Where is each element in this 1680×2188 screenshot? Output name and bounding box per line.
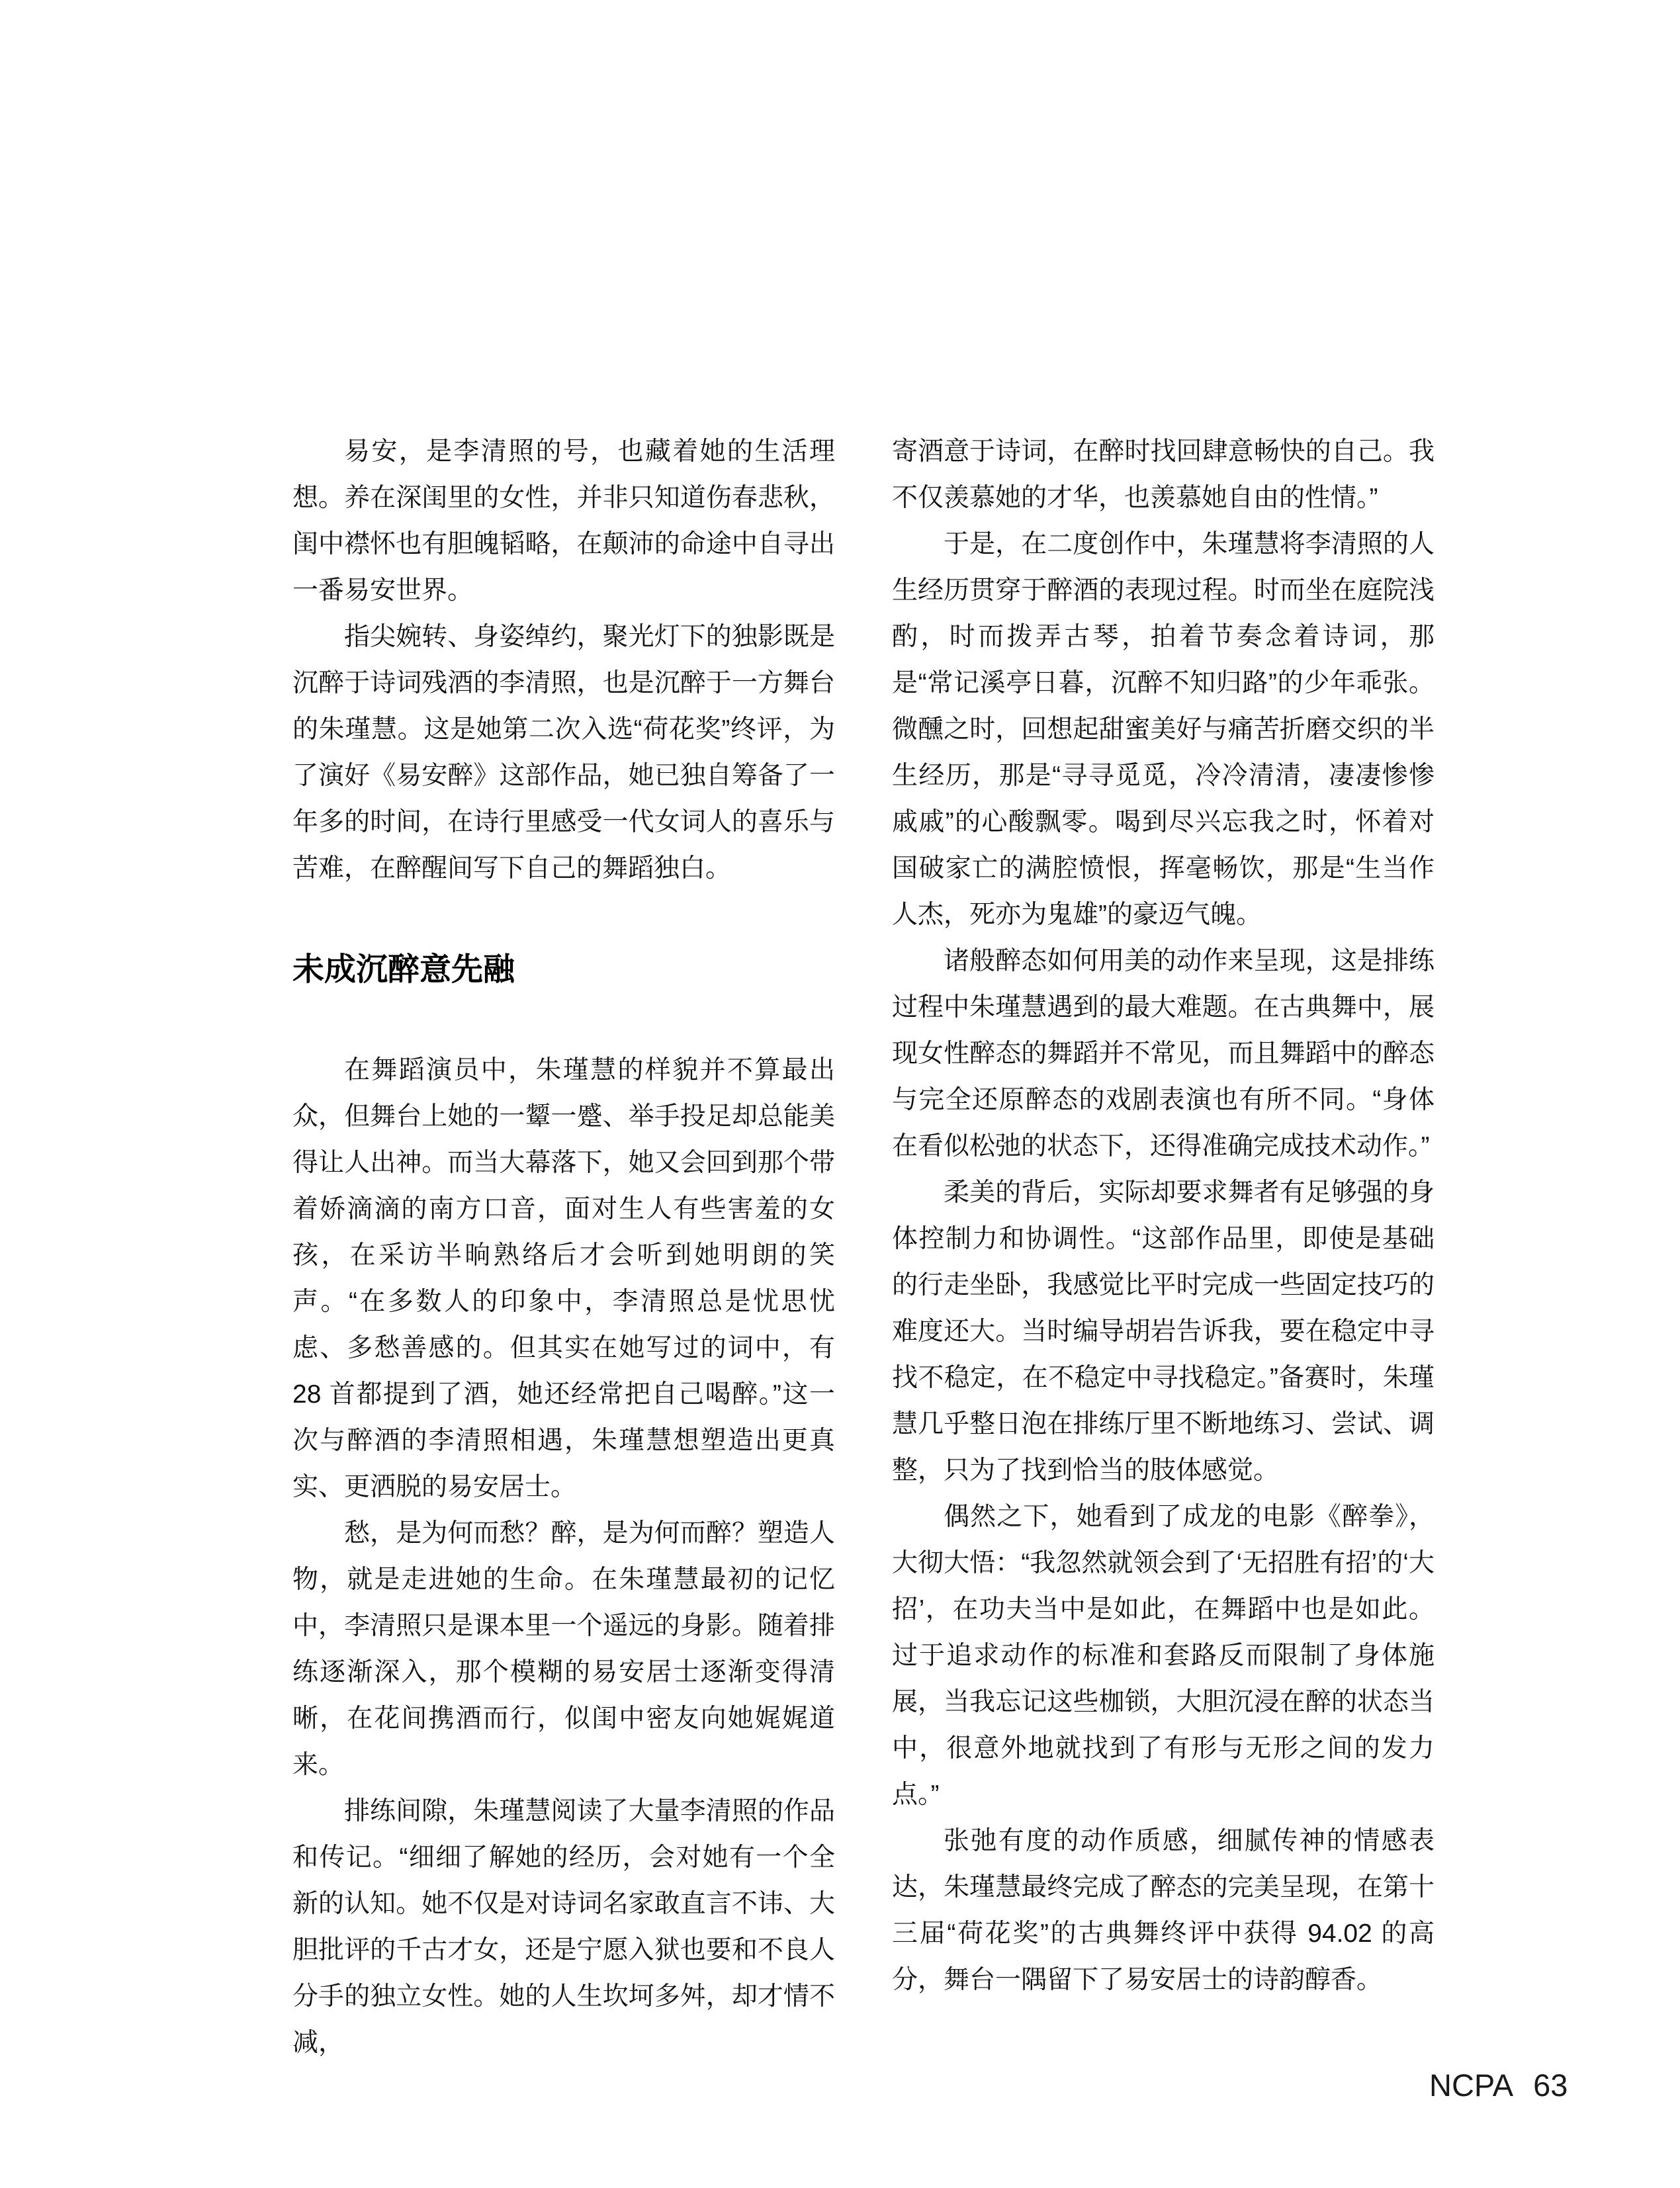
paragraph: 张弛有度的动作质感，细腻传神的情感表达，朱瑾慧最终完成了醉态的完美呈现，在第十三届“荷花奖”的古典舞终评中获得 94.02 的高分，舞台一隅留下了易安居士的诗韵醇香。 (892, 1827, 1435, 1994)
section-heading: 未成沉醉意先融 (292, 952, 515, 987)
paragraph: 易安，是李清照的号，也藏着她的生活理想。养在深闺里的女性，并非只知道伤春悲秋，闺中襟怀也有胆魄韬略，在颠沛的命途中自寻出一番易安世界。 (292, 437, 835, 605)
paragraph: 诸般醉态如何用美的动作来呈现，这是排练过程中朱瑾慧遇到的最大难题。在古典舞中，展现女性醉态的舞蹈并不常见，而且舞蹈中的醉态与完全还原醉态的戏剧表演也有所不同。“身体在看似松弛的状态下，还得准确完成技术动作。” (892, 947, 1435, 1160)
paragraph: 排练间隙，朱瑾慧阅读了大量李清照的作品和传记。“细细了解她的经历，会对她有一个全新的认知。她不仅是对诗词名家敢直言不讳、大胆批评的千古才女，还是宁愿入狱也要和不良人分手的独立女性。她的人生坎坷多舛，却才情不减， (292, 1797, 835, 2057)
right-column (892, 429, 1435, 2003)
left-column (292, 429, 835, 2066)
paragraph: 指尖婉转、身姿绰约，聚光灯下的独影既是沉醉于诗词残酒的李清照，也是沉醉于一方舞台的朱瑾慧。这是她第二次入选“荷花奖”终评，为了演好《易安醉》这部作品，她已独自筹备了一年多的时间，在诗行里感受一代女词人的喜乐与苦难，在醉醒间写下自己的舞蹈独白。 (292, 623, 835, 883)
page-number: 63 (1533, 2068, 1568, 2103)
paragraph-continuation: 寄酒意于诗词，在醉时找回肆意畅快的自己。我不仅羡慕她的才华，也羡慕她自由的性情。” (892, 437, 1435, 512)
paragraph: 在舞蹈演员中，朱瑾慧的样貌并不算最出众，但舞台上她的一颦一蹙、举手投足却总能美得让人出神。而当大幕落下，她又会回到那个带着娇滴滴的南方口音，面对生人有些害羞的女孩，在采访半晌熟络后才会听到她明朗的笑声。“在多数人的印象中，李清照总是忧思忧虑、多愁善感的。但其实在她写过的词中，有 28 首都提到了酒，她还经常把自己喝醉。”这一次与醉酒的李清照相遇，朱瑾慧想塑造出更真实、更洒脱的易安居士。 (292, 1056, 835, 1501)
magazine-label: NCPA (1429, 2068, 1514, 2103)
paragraph: 偶然之下，她看到了成龙的电影《醉拳》，大彻大悟：“我忽然就领会到了‘无招胜有招’的‘大招’，在功夫当中是如此，在舞蹈中也是如此。过于追求动作的标准和套路反而限制了身体施展，当我忘记这些枷锁，大胆沉浸在醉的状态当中，很意外地就找到了有形与无形之间的发力点。” (892, 1503, 1435, 1809)
page-footer (1429, 2070, 1568, 2101)
paragraph: 柔美的背后，实际却要求舞者有足够强的身体控制力和协调性。“这部作品里，即使是基础的行走坐卧，我感觉比平时完成一些固定技巧的难度还大。当时编导胡岩告诉我，要在稳定中寻找不稳定，在不稳定中寻找稳定。”备赛时，朱瑾慧几乎整日泡在排练厅里不断地练习、尝试、调整，只为了找到恰当的肢体感觉。 (892, 1178, 1435, 1485)
paragraph: 于是，在二度创作中，朱瑾慧将李清照的人生经历贯穿于醉酒的表现过程。时而坐在庭院浅酌，时而拨弄古琴，拍着节奏念着诗词，那是“常记溪亭日暮，沉醉不知归路”的少年乖张。微醺之时，回想起甜蜜美好与痛苦折磨交织的半生经历，那是“寻寻觅觅，冷冷清清，凄凄惨惨戚戚”的心酸飘零。喝到尽兴忘我之时，怀着对国破家亡的满腔愤恨，挥毫畅饮，那是“生当作人杰，死亦为鬼雄”的豪迈气魄。 (892, 530, 1435, 929)
paragraph: 愁，是为何而愁？醉，是为何而醉？塑造人物，就是走进她的生命。在朱瑾慧最初的记忆中，李清照只是课本里一个遥远的身影。随着排练逐渐深入，那个模糊的易安居士逐渐变得清晰，在花间携酒而行，似闺中密友向她娓娓道来。 (292, 1519, 835, 1779)
